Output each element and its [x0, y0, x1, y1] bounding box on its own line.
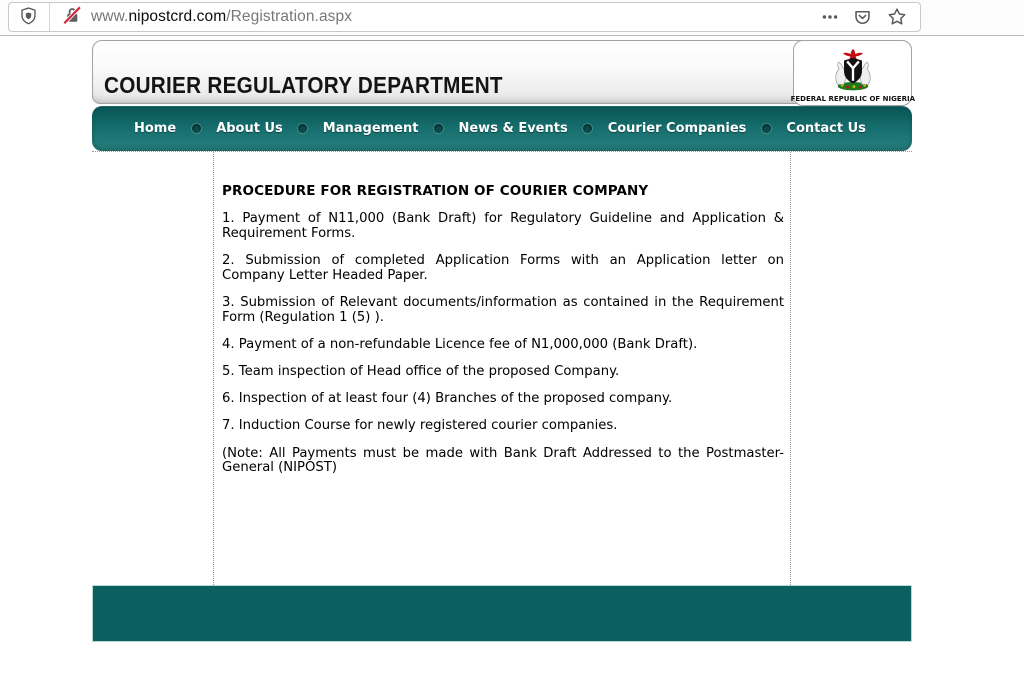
tracking-protection-button[interactable] — [9, 3, 50, 31]
nav-separator-dot-icon — [298, 124, 307, 133]
procedure-heading: PROCEDURE FOR REGISTRATION OF COURIER COMPANY — [222, 183, 649, 199]
nav-separator-dot-icon — [434, 124, 443, 133]
main-navigation — [92, 106, 912, 151]
nav-item-management[interactable]: Management — [322, 121, 419, 136]
nigeria-coat-of-arms-icon — [826, 46, 880, 94]
nav-separator-dot-icon — [192, 124, 201, 133]
url-path: /Registration.aspx — [226, 8, 353, 25]
nav-separator-dot-icon — [583, 124, 592, 133]
nav-item-news-events[interactable]: News & Events — [458, 121, 568, 136]
url-display — [91, 8, 352, 26]
nav-separator-dot-icon — [762, 124, 771, 133]
procedure-step-1: 1. Payment of N11,000 (Bank Draft) for Regulatory Guideline and Application & Requirement Forms. — [222, 211, 784, 241]
procedure-step-7: 7. Induction Course for newly registered courier companies. — [222, 418, 618, 434]
shield-icon — [19, 5, 38, 30]
pocket-button[interactable] — [852, 7, 873, 28]
ellipsis-icon — [821, 8, 839, 26]
nav-item-home[interactable]: Home — [134, 121, 177, 136]
page-body — [92, 40, 915, 642]
logo-caption: FEDERAL REPUBLIC OF NIGERIA — [790, 94, 915, 103]
left-spacer-column — [92, 152, 213, 585]
right-spacer-column — [791, 152, 912, 585]
url-prefix: www. — [91, 8, 129, 25]
content-area — [92, 151, 912, 585]
nav-item-about-us[interactable]: About Us — [216, 121, 283, 136]
site-footer — [92, 585, 912, 642]
address-bar[interactable] — [8, 2, 921, 32]
procedure-step-6: 6. Inspection of at least four (4) Branches of the proposed company. — [222, 391, 673, 407]
url-domain: nipostcrd.com — [128, 8, 227, 25]
insecure-lock-icon — [61, 4, 83, 30]
site-security-button[interactable] — [50, 4, 91, 30]
page-actions-button[interactable] — [821, 8, 839, 26]
bookmark-star-button[interactable] — [886, 6, 908, 28]
procedure-step-3: 3. Submission of Relevant documents/information as contained in the Requirement Form (Regulation 1 (5) ). — [222, 294, 784, 325]
browser-toolbar — [0, 0, 1024, 36]
nav-item-contact-us[interactable]: Contact Us — [786, 121, 866, 136]
procedure-note: (Note: All Payments must be made with Bank Draft Addressed to the Postmaster-General (NIPOST) — [222, 445, 784, 476]
site-title: COURIER REGULATORY DEPARTMENT — [104, 72, 503, 98]
star-icon — [886, 6, 908, 28]
main-column — [213, 152, 791, 585]
procedure-step-2: 2. Submission of completed Application Forms with an Application letter on Company Letter Headed Paper. — [222, 252, 784, 283]
nav-item-courier-companies[interactable]: Courier Companies — [607, 121, 747, 136]
procedure-step-5: 5. Team inspection of Head office of the proposed Company. — [222, 363, 620, 379]
site-logo — [790, 40, 915, 106]
pocket-icon — [852, 7, 873, 28]
procedure-step-4: 4. Payment of a non-refundable Licence fee of N1,000,000 (Bank Draft). — [222, 336, 698, 352]
urlbar-actions — [821, 6, 920, 28]
site-header — [92, 40, 915, 104]
